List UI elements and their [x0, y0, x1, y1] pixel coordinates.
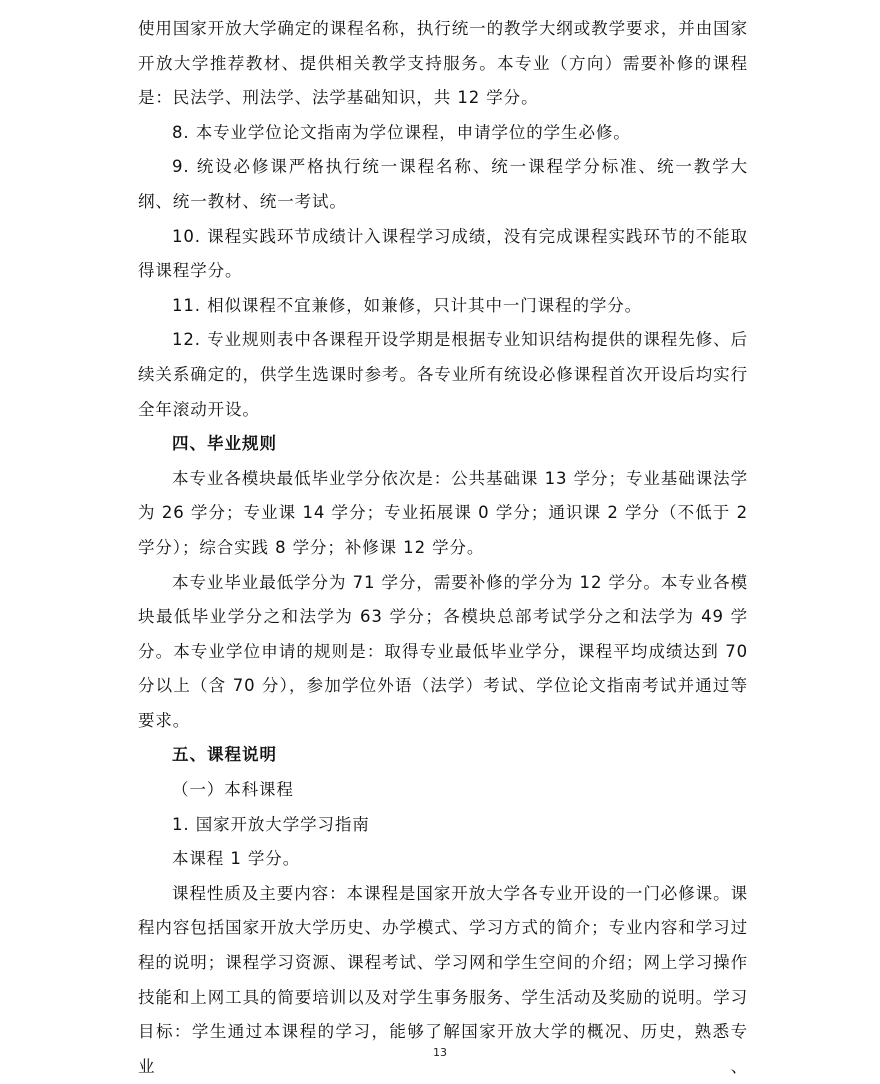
paragraph-item-11: 11. 相似课程不宜兼修，如兼修，只计其中一门课程的学分。 — [172, 295, 643, 315]
section-heading-graduation-rules: 四、毕业规则 — [172, 434, 277, 454]
page-number: 13 — [433, 1046, 447, 1059]
page-body — [138, 12, 748, 1084]
course-credit: 本课程 1 学分。 — [172, 849, 301, 869]
paragraph-item-9: 9. 统设必修课严格执行统一课程名称、统一课程学分标准、统一教学大纲、统一教材、统一考试。 — [138, 157, 748, 211]
paragraph-item-12: 12. 专业规则表中各课程开设学期是根据专业知识结构提供的课程先修、后续关系确定的，供学生选课时参考。各专业所有统设必修课程首次开设后均实行全年滚动开设。 — [138, 330, 748, 419]
paragraph-continued: 使用国家开放大学确定的课程名称，执行统一的教学大纲或教学要求，并由国家开放大学推荐教材、提供相关教学支持服务。本专业（方向）需要补修的课程是：民法学、刑法学、法学基础知识，共 12 学分。 — [138, 19, 748, 108]
paragraph-item-10: 10. 课程实践环节成绩计入课程学习成绩，没有完成课程实践环节的不能取得课程学分。 — [138, 226, 748, 281]
subheading-undergraduate-courses: （一）本科课程 — [172, 780, 294, 800]
section-heading-course-description: 五、课程说明 — [172, 745, 277, 765]
course-nature-content: 课程性质及主要内容：本课程是国家开放大学各专业开设的一门必修课。课程内容包括国家开放大学历史、办学模式、学习方式的简介；专业内容和学习过程的说明；课程学习资源、课程考试、学习网和学生空间的介绍；网上学习操作技能和上网工具的简要培训以及对学生事务服务、学生活动及奖励的说明。学习目标：学生通过本课程的学习，能够了解国家开放大学的概况、历史，熟悉专业、 — [138, 883, 748, 1076]
course-title: 1. 国家开放大学学习指南 — [172, 814, 370, 834]
paragraph-item-8: 8. 本专业学位论文指南为学位课程，申请学位的学生必修。 — [172, 122, 631, 142]
paragraph-degree-rules: 本专业毕业最低学分为 71 学分，需要补修的学分为 12 学分。本专业各模块最低毕业学分之和法学为 63 学分；各模块总部考试学分之和法学为 49 学分。本专业学位申请的规则是：取得专业最低毕业学分，课程平均成绩达到 70 分以上（含 70 分），参加学位外语（法学）考试、学位论文指南考试并通过等要求。 — [138, 572, 748, 730]
paragraph-module-credits: 本专业各模块最低毕业学分依次是：公共基础课 13 学分；专业基础课法学为 26 学分；专业课 14 学分；专业拓展课 0 学分；通识课 2 学分（不低于 2 学分）；综合实践 8 学分；补修课 12 学分。 — [138, 468, 748, 557]
